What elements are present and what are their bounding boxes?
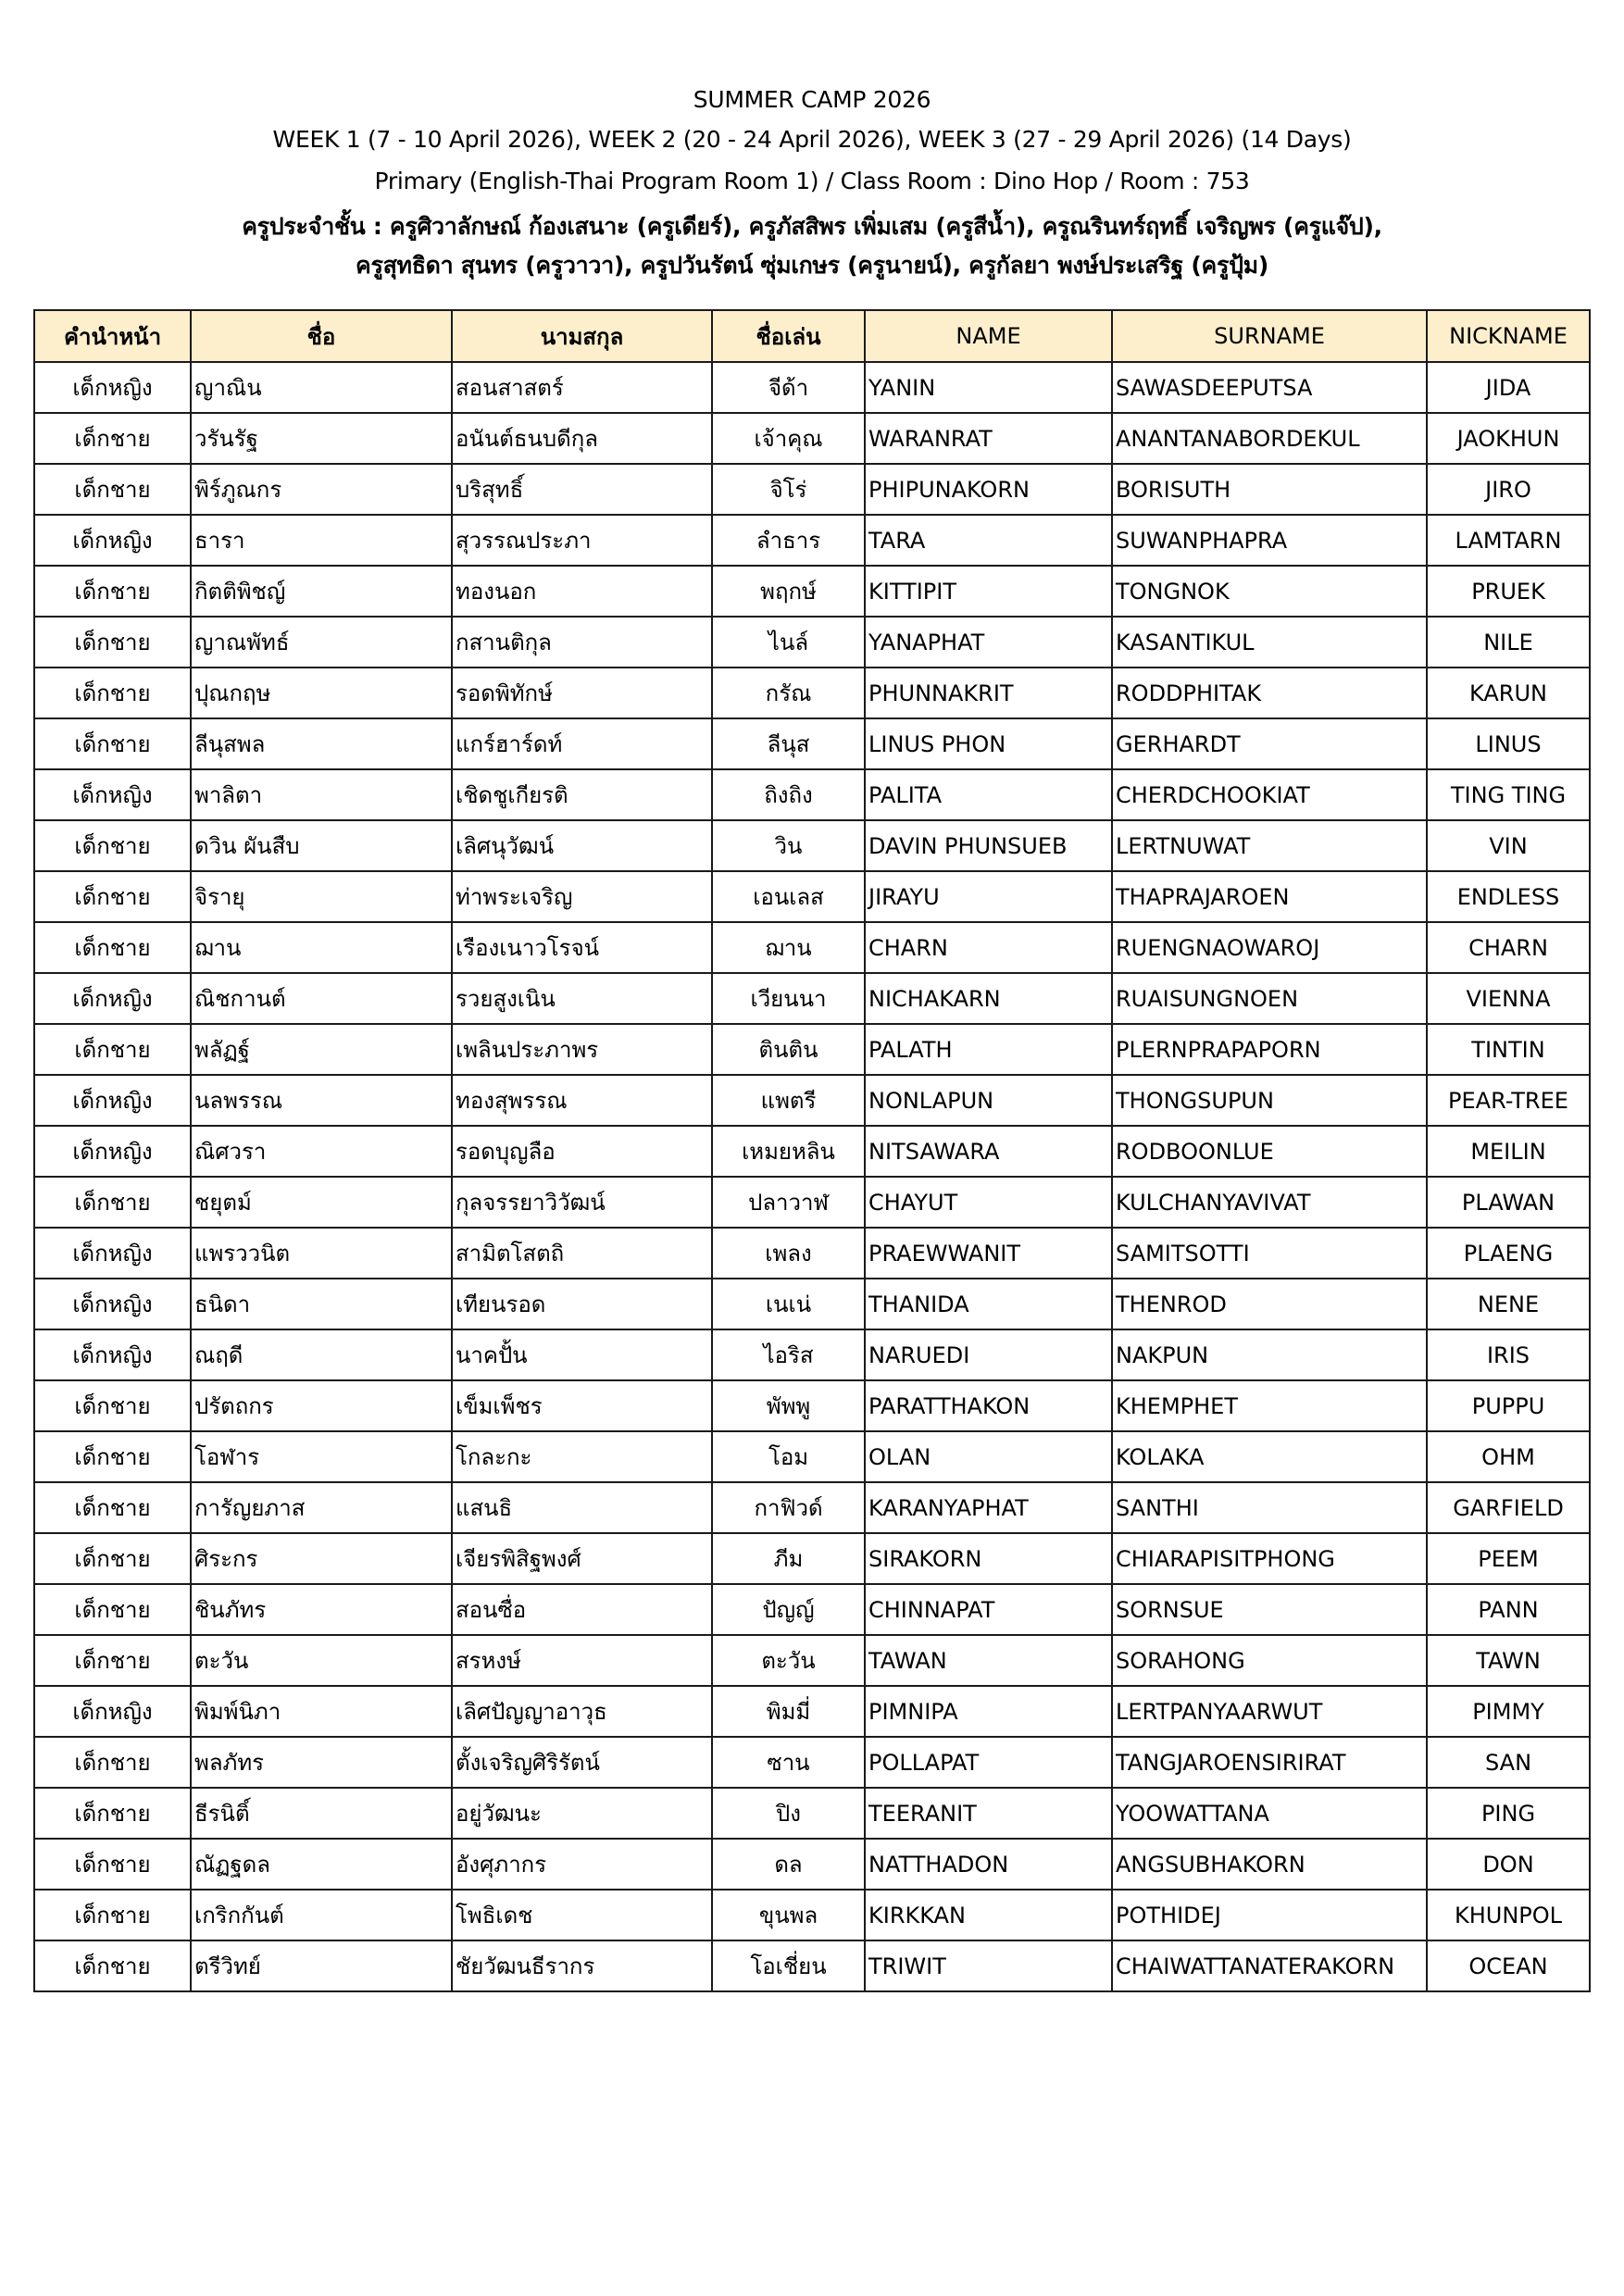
thai-nickname-cell: กาฟิวด์ [712,1482,865,1533]
surname-cell: LERTNUWAT [1112,820,1427,871]
thai-name-cell: ญาณิน [191,362,452,413]
thai-nickname-cell: ฌาน [712,922,865,973]
name-cell: KIRKKAN [865,1890,1112,1940]
thai-surname-cell: รอดพิทักษ์ [452,668,712,718]
title-cell: เด็กชาย [34,1737,191,1788]
nickname-cell: GARFIELD [1427,1482,1590,1533]
table-row [34,1075,1590,1126]
title-cell: เด็กชาย [34,1482,191,1533]
nickname-cell: OHM [1427,1431,1590,1482]
table-body [34,362,1590,1991]
thai-nickname-cell: จิโร่ [712,464,865,515]
column-header-nickname: NICKNAME [1427,310,1590,362]
thai-nickname-cell: เหมยหลิน [712,1126,865,1177]
surname-cell: RODBOONLUE [1112,1126,1427,1177]
surname-cell: THENROD [1112,1279,1427,1329]
table-row [34,566,1590,617]
thai-nickname-cell: กรัณ [712,668,865,718]
table-row [34,718,1590,769]
table-row [34,922,1590,973]
surname-cell: SAWASDEEPUTSA [1112,362,1427,413]
thai-name-cell: ณฤดี [191,1329,452,1380]
table-row [34,1126,1590,1177]
thai-name-cell: พาลิตา [191,769,452,820]
nickname-cell: KHUNPOL [1427,1890,1590,1940]
thai-nickname-cell: ขุนพล [712,1890,865,1940]
title-cell: เด็กหญิง [34,1329,191,1380]
thai-name-cell: ธีรนิติ์ [191,1788,452,1839]
title-cell: เด็กชาย [34,820,191,871]
thai-name-cell: ญาณพัทธ์ [191,617,452,668]
table-row [34,1380,1590,1431]
nickname-cell: PIMMY [1427,1686,1590,1737]
thai-nickname-cell: โอเชี่ยน [712,1940,865,1991]
thai-surname-cell: เรืองเนาวโรจน์ [452,922,712,973]
table-row [34,1177,1590,1228]
thai-surname-cell: ชัยวัฒนธีรากร [452,1940,712,1991]
nickname-cell: TINTIN [1427,1024,1590,1075]
title-cell: เด็กชาย [34,1839,191,1890]
surname-cell: SORNSUE [1112,1584,1427,1635]
surname-cell: POTHIDEJ [1112,1890,1427,1940]
thai-nickname-cell: ปลาวาฬ [712,1177,865,1228]
nickname-cell: NENE [1427,1279,1590,1329]
thai-name-cell: เกริกกันต์ [191,1890,452,1940]
name-cell: PHUNNAKRIT [865,668,1112,718]
thai-surname-cell: อังศุภากร [452,1839,712,1890]
title-cell: เด็กชาย [34,1584,191,1635]
thai-name-cell: การัญยภาส [191,1482,452,1533]
thai-name-cell: ฌาน [191,922,452,973]
name-cell: JIRAYU [865,871,1112,922]
thai-name-cell: ณิศวรา [191,1126,452,1177]
thai-name-cell: ตะวัน [191,1635,452,1686]
surname-cell: THONGSUPUN [1112,1075,1427,1126]
thai-nickname-cell: พัพพู [712,1380,865,1431]
thai-nickname-cell: เนเน่ [712,1279,865,1329]
thai-surname-cell: เจียรพิสิฐพงศ์ [452,1533,712,1584]
thai-name-cell: กิตติพิชญ์ [191,566,452,617]
name-cell: TEERANIT [865,1788,1112,1839]
surname-cell: SANTHI [1112,1482,1427,1533]
thai-name-cell: ณัฏฐดล [191,1839,452,1890]
homeroom-teachers-line-2: ครูสุทธิดา สุนทร (ครูวาวา), ครูปวันรัตน์ ซุ่มเกษร (ครูนายน์), ครูกัลยา พงษ์ประเสริฐ (ครูปุ้ม) [356,252,1268,279]
name-cell: KITTIPIT [865,566,1112,617]
name-cell: CHAYUT [865,1177,1112,1228]
name-cell: PARATTHAKON [865,1380,1112,1431]
name-cell: LINUS PHON [865,718,1112,769]
thai-surname-cell: ท่าพระเจริญ [452,871,712,922]
table-row [34,1635,1590,1686]
name-cell: SIRAKORN [865,1533,1112,1584]
table-row [34,1839,1590,1890]
title-cell: เด็กชาย [34,1024,191,1075]
surname-cell: KULCHANYAVIVAT [1112,1177,1427,1228]
title-cell: เด็กหญิง [34,973,191,1024]
thai-name-cell: วรันรัฐ [191,413,452,464]
table-row [34,1737,1590,1788]
nickname-cell: TING TING [1427,769,1590,820]
surname-cell: YOOWATTANA [1112,1788,1427,1839]
thai-nickname-cell: ปัญญ์ [712,1584,865,1635]
table-row [34,668,1590,718]
thai-nickname-cell: ไนล์ [712,617,865,668]
title-cell: เด็กชาย [34,1635,191,1686]
thai-nickname-cell: เจ้าคุณ [712,413,865,464]
thai-surname-cell: สุวรรณประภา [452,515,712,566]
thai-surname-cell: ทองสุพรรณ [452,1075,712,1126]
surname-cell: KHEMPHET [1112,1380,1427,1431]
name-cell: YANAPHAT [865,617,1112,668]
thai-surname-cell: อนันต์ธนบดีกุล [452,413,712,464]
thai-surname-cell: รอดบุญลือ [452,1126,712,1177]
nickname-cell: PLAWAN [1427,1177,1590,1228]
name-cell: NATTHADON [865,1839,1112,1890]
thai-nickname-cell: พิมมี่ [712,1686,865,1737]
surname-cell: CHIARAPISITPHONG [1112,1533,1427,1584]
document-title: SUMMER CAMP 2026 [693,86,931,113]
surname-cell: THAPRAJAROEN [1112,871,1427,922]
thai-nickname-cell: พฤกษ์ [712,566,865,617]
name-cell: THANIDA [865,1279,1112,1329]
thai-name-cell: ปุณกฤษ [191,668,452,718]
column-header-thai-surname: นามสกุล [452,310,712,362]
nickname-cell: IRIS [1427,1329,1590,1380]
thai-name-cell: พลัฏฐ์ [191,1024,452,1075]
surname-cell: BORISUTH [1112,464,1427,515]
surname-cell: KOLAKA [1112,1431,1427,1482]
thai-name-cell: ชินภัทร [191,1584,452,1635]
nickname-cell: JIRO [1427,464,1590,515]
column-header-surname: SURNAME [1112,310,1427,362]
table-row [34,973,1590,1024]
nickname-cell: LAMTARN [1427,515,1590,566]
title-cell: เด็กชาย [34,617,191,668]
thai-nickname-cell: จีด้า [712,362,865,413]
column-header-title: คำนำหน้า [34,310,191,362]
surname-cell: GERHARDT [1112,718,1427,769]
table-header-row [34,310,1590,362]
thai-surname-cell: เพลินประภาพร [452,1024,712,1075]
nickname-cell: VIN [1427,820,1590,871]
thai-surname-cell: สอนสาสตร์ [452,362,712,413]
nickname-cell: KARUN [1427,668,1590,718]
thai-nickname-cell: วิน [712,820,865,871]
thai-nickname-cell: ดล [712,1839,865,1890]
nickname-cell: PANN [1427,1584,1590,1635]
table-row [34,464,1590,515]
nickname-cell: JIDA [1427,362,1590,413]
surname-cell: TANGJAROENSIRIRAT [1112,1737,1427,1788]
thai-name-cell: แพรววนิต [191,1228,452,1279]
thai-surname-cell: สอนซื่อ [452,1584,712,1635]
surname-cell: ANGSUBHAKORN [1112,1839,1427,1890]
thai-nickname-cell: เวียนนา [712,973,865,1024]
title-cell: เด็กหญิง [34,1279,191,1329]
nickname-cell: TAWN [1427,1635,1590,1686]
name-cell: WARANRAT [865,413,1112,464]
student-roster-table [33,309,1591,1992]
thai-nickname-cell: ซาน [712,1737,865,1788]
surname-cell: CHERDCHOOKIAT [1112,769,1427,820]
title-cell: เด็กหญิง [34,515,191,566]
thai-name-cell: ศิระกร [191,1533,452,1584]
thai-surname-cell: กสานติกุล [452,617,712,668]
name-cell: DAVIN PHUNSUEB [865,820,1112,871]
name-cell: PRAEWWANIT [865,1228,1112,1279]
thai-surname-cell: เลิศนุวัฒน์ [452,820,712,871]
name-cell: OLAN [865,1431,1112,1482]
name-cell: POLLAPAT [865,1737,1112,1788]
table-row [34,1482,1590,1533]
thai-surname-cell: ทองนอก [452,566,712,617]
thai-surname-cell: สามิตโสตถิ [452,1228,712,1279]
thai-nickname-cell: เพลง [712,1228,865,1279]
name-cell: NICHAKARN [865,973,1112,1024]
thai-nickname-cell: ปิง [712,1788,865,1839]
surname-cell: SAMITSOTTI [1112,1228,1427,1279]
thai-nickname-cell: โอม [712,1431,865,1482]
surname-cell: RUENGNAOWAROJ [1112,922,1427,973]
surname-cell: CHAIWATTANATERAKORN [1112,1940,1427,1991]
thai-name-cell: นลพรรณ [191,1075,452,1126]
thai-name-cell: ลีนุสพล [191,718,452,769]
thai-surname-cell: นาคปั้น [452,1329,712,1380]
thai-name-cell: ชยุตม์ [191,1177,452,1228]
surname-cell: RODDPHITAK [1112,668,1427,718]
title-cell: เด็กหญิง [34,1228,191,1279]
surname-cell: RUAISUNGNOEN [1112,973,1427,1024]
name-cell: NARUEDI [865,1329,1112,1380]
name-cell: PIMNIPA [865,1686,1112,1737]
name-cell: TRIWIT [865,1940,1112,1991]
thai-surname-cell: ตั้งเจริญศิริรัตน์ [452,1737,712,1788]
name-cell: TARA [865,515,1112,566]
nickname-cell: CHARN [1427,922,1590,973]
title-cell: เด็กหญิง [34,1126,191,1177]
title-cell: เด็กชาย [34,1177,191,1228]
title-cell: เด็กชาย [34,413,191,464]
thai-surname-cell: แกร์ฮาร์ดท์ [452,718,712,769]
title-cell: เด็กหญิง [34,362,191,413]
nickname-cell: PUPPU [1427,1380,1590,1431]
thai-name-cell: ธารา [191,515,452,566]
camp-weeks: WEEK 1 (7 - 10 April 2026), WEEK 2 (20 - 24 April 2026), WEEK 3 (27 - 29 April 2026) (14 Days) [272,126,1352,153]
name-cell: NONLAPUN [865,1075,1112,1126]
surname-cell: TONGNOK [1112,566,1427,617]
title-cell: เด็กหญิง [34,769,191,820]
surname-cell: KASANTIKUL [1112,617,1427,668]
title-cell: เด็กชาย [34,1890,191,1940]
table-row [34,1788,1590,1839]
title-cell: เด็กชาย [34,1431,191,1482]
thai-nickname-cell: แพตรี [712,1075,865,1126]
thai-surname-cell: บริสุทธิ์ [452,464,712,515]
thai-surname-cell: รวยสูงเนิน [452,973,712,1024]
thai-nickname-cell: ลีนุส [712,718,865,769]
nickname-cell: SAN [1427,1737,1590,1788]
nickname-cell: MEILIN [1427,1126,1590,1177]
thai-surname-cell: กุลจรรยาวิวัฒน์ [452,1177,712,1228]
thai-nickname-cell: ถิงถิง [712,769,865,820]
thai-nickname-cell: เอนเลส [712,871,865,922]
nickname-cell: NILE [1427,617,1590,668]
name-cell: YANIN [865,362,1112,413]
name-cell: CHARN [865,922,1112,973]
thai-name-cell: ณิชกานต์ [191,973,452,1024]
column-header-name: NAME [865,310,1112,362]
title-cell: เด็กชาย [34,1380,191,1431]
table-row [34,1940,1590,1991]
name-cell: PHIPUNAKORN [865,464,1112,515]
program-info: Primary (English-Thai Program Room 1) / Class Room : Dino Hop / Room : 753 [374,168,1250,194]
name-cell: KARANYAPHAT [865,1482,1112,1533]
thai-nickname-cell: ลำธาร [712,515,865,566]
thai-name-cell: พิมพ์นิภา [191,1686,452,1737]
name-cell: PALATH [865,1024,1112,1075]
nickname-cell: PLAENG [1427,1228,1590,1279]
surname-cell: SUWANPHAPRA [1112,515,1427,566]
nickname-cell: PEAR-TREE [1427,1075,1590,1126]
document-header [0,81,1624,284]
title-cell: เด็กหญิง [34,1075,191,1126]
title-cell: เด็กหญิง [34,1686,191,1737]
homeroom-teachers-line-1: ครูประจำชั้น : ครูศิวาลักษณ์ ก้องเสนาะ (ครูเดียร์), ครูภัสสิพร เพิ่มเสม (ครูสีน้ำ), ครูณรินทร์ฤทธิ์ เจริญพร (ครูแจ๊ป), [242,213,1382,240]
table-row [34,1890,1590,1940]
surname-cell: PLERNPRAPAPORN [1112,1024,1427,1075]
nickname-cell: JAOKHUN [1427,413,1590,464]
title-cell: เด็กชาย [34,1940,191,1991]
thai-surname-cell: โพธิเดช [452,1890,712,1940]
thai-nickname-cell: ตินติน [712,1024,865,1075]
thai-name-cell: พลภัทร [191,1737,452,1788]
nickname-cell: PEEM [1427,1533,1590,1584]
thai-name-cell: จิรายุ [191,871,452,922]
title-cell: เด็กชาย [34,1533,191,1584]
thai-name-cell: ปรัตถกร [191,1380,452,1431]
table-row [34,1279,1590,1329]
column-header-thai-name: ชื่อ [191,310,452,362]
title-cell: เด็กชาย [34,464,191,515]
thai-surname-cell: เทียนรอด [452,1279,712,1329]
table-row [34,413,1590,464]
table-row [34,1329,1590,1380]
thai-surname-cell: โกละกะ [452,1431,712,1482]
title-cell: เด็กชาย [34,1788,191,1839]
thai-name-cell: ธนิดา [191,1279,452,1329]
table-row [34,1533,1590,1584]
name-cell: TAWAN [865,1635,1112,1686]
thai-nickname-cell: ภีม [712,1533,865,1584]
thai-surname-cell: สรหงษ์ [452,1635,712,1686]
thai-surname-cell: อยู่วัฒนะ [452,1788,712,1839]
nickname-cell: LINUS [1427,718,1590,769]
surname-cell: NAKPUN [1112,1329,1427,1380]
nickname-cell: VIENNA [1427,973,1590,1024]
table-row [34,871,1590,922]
table-row [34,1584,1590,1635]
nickname-cell: OCEAN [1427,1940,1590,1991]
table-row [34,1024,1590,1075]
thai-nickname-cell: ไอริส [712,1329,865,1380]
surname-cell: LERTPANYAARWUT [1112,1686,1427,1737]
surname-cell: SORAHONG [1112,1635,1427,1686]
title-cell: เด็กชาย [34,922,191,973]
table-row [34,515,1590,566]
title-cell: เด็กชาย [34,718,191,769]
nickname-cell: ENDLESS [1427,871,1590,922]
table-row [34,820,1590,871]
name-cell: NITSAWARA [865,1126,1112,1177]
title-cell: เด็กชาย [34,668,191,718]
thai-surname-cell: เชิดชูเกียรติ [452,769,712,820]
table-row [34,362,1590,413]
thai-surname-cell: เลิศปัญญาอาวุธ [452,1686,712,1737]
thai-name-cell: ตรีวิทย์ [191,1940,452,1991]
thai-name-cell: ดวิน ผันสืบ [191,820,452,871]
table-row [34,1431,1590,1482]
table-row [34,1686,1590,1737]
nickname-cell: PING [1427,1788,1590,1839]
title-cell: เด็กชาย [34,871,191,922]
table-row [34,617,1590,668]
column-header-thai-nickname: ชื่อเล่น [712,310,865,362]
nickname-cell: PRUEK [1427,566,1590,617]
name-cell: PALITA [865,769,1112,820]
thai-name-cell: โอฬาร [191,1431,452,1482]
table-row [34,1228,1590,1279]
surname-cell: ANANTANABORDEKUL [1112,413,1427,464]
thai-nickname-cell: ตะวัน [712,1635,865,1686]
name-cell: CHINNAPAT [865,1584,1112,1635]
thai-surname-cell: แสนธิ [452,1482,712,1533]
title-cell: เด็กชาย [34,566,191,617]
table-row [34,769,1590,820]
thai-surname-cell: เข็มเพ็ชร [452,1380,712,1431]
nickname-cell: DON [1427,1839,1590,1890]
thai-name-cell: พิร์ภูณกร [191,464,452,515]
